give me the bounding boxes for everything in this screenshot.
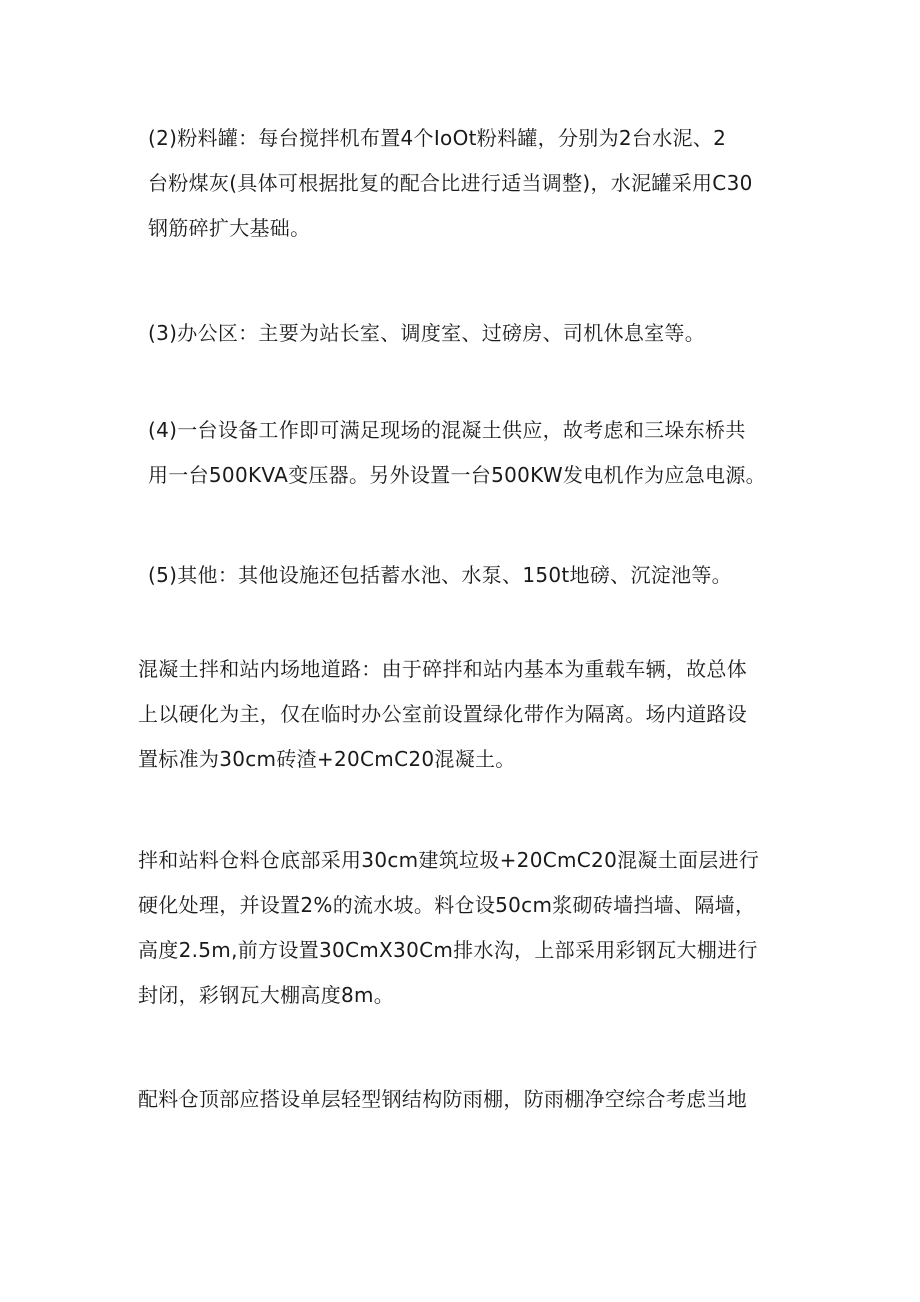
text-line: 钢筋碎扩大基础。 [148,216,311,240]
text-line: 用一台500KVA变压器。另外设置一台500KW发电机作为应急电源。 [148,463,766,487]
text-line: (4)一台设备工作即可满足现场的混凝土供应，故考虑和三垛东桥共 [148,418,746,442]
text-line: 置标准为30cm砖渣+20CmC20混凝土。 [138,747,516,771]
text-line: 拌和站料仓料仓底部采用30cm建筑垃圾+20CmC20混凝土面层进行 [138,848,760,872]
paragraph-other-facilities [138,553,798,598]
text-line: (5)其他：其他设施还包括蓄水池、水泵、150t地磅、沉淀池等。 [148,563,732,587]
text-line: 高度2.5m,前方设置30CmX30Cm排水沟，上部采用彩钢瓦大棚进行 [138,938,758,962]
paragraph-rain-shed [138,1077,788,1122]
paragraph-site-roads [138,647,788,782]
text-line: 配料仓顶部应搭设单层轻型钢结构防雨棚，防雨棚净空综合考虑当地 [138,1087,747,1111]
text-line: 上以硬化为主，仅在临时办公室前设置绿化带作为隔离。场内道路设 [138,702,747,726]
text-line: 封闭，彩钢瓦大棚高度8m。 [138,983,395,1007]
paragraph-powder-tank [138,116,798,251]
text-line: (2)粉料罐：每台搅拌机布置4个IoOt粉料罐，分别为2台水泥、2 [148,126,727,150]
paragraph-power-supply [138,408,798,498]
text-line: 台粉煤灰(具体可根据批复的配合比进行适当调整)，水泥罐采用C30 [148,171,753,195]
paragraph-material-bin [138,838,788,1018]
text-line: 混凝土拌和站内场地道路：由于碎拌和站内基本为重载车辆，故总体 [138,657,747,681]
text-line: 硬化处理，并设置2%的流水坡。料仓设50cm浆砌砖墙挡墙、隔墙， [138,893,756,917]
paragraph-office-area [138,311,798,356]
text-line: (3)办公区：主要为站长室、调度室、过磅房、司机休息室等。 [148,321,706,345]
